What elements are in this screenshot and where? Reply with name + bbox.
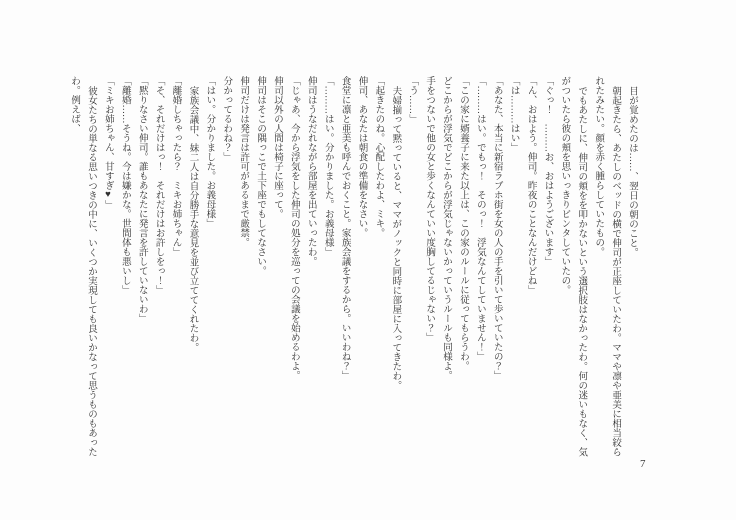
paragraph-line: でもあたしに、伸司の頬をを叩かないという選択肢はなかったわ。何の迷いもなく、気がついたら彼の頬を思いっきりビンタしていたの。 [559, 76, 587, 456]
paragraph-line: 伸司はうなだれながら部屋を出ていったわ。 [305, 76, 316, 266]
paragraph-line: 彼女たちの単なる思いつきの中に、いくつか実現しても良いかなって思うものもあったわ。例えば、 [69, 76, 96, 456]
paragraph-line: 「は………はい」 [508, 76, 519, 152]
vertical-text-block [65, 76, 640, 457]
paragraph-line: 「黙りなさい伸司。誰もあなたに発言を許していないわ」 [136, 76, 147, 323]
paragraph-line: 「起きたのね。心配したわよ、ミキ。 [373, 76, 384, 238]
paragraph-line: 伸司以外の人間は椅子に座って。 [271, 76, 282, 219]
paragraph-line: 伸司だけは発言は許可があるまで厳禁。 [238, 76, 249, 247]
paragraph-line: 分かってるわね？」 [221, 76, 232, 162]
paragraph-line: 「………はい。分かりました。お義母様」 [322, 76, 333, 257]
paragraph-line: 「あなた、本当に新宿ラブホ街を女の人の手を引いて歩いていたの？」 [491, 76, 502, 380]
paragraph-line: どこからが浮気でどこからが浮気じゃないかっていうルールも同様よ。 [441, 76, 452, 380]
paragraph-line: 目が覚めたのは……、翌日の朝のこと。 [627, 85, 637, 257]
paragraph-line: 伸司はそこの隅っこで土下座でもしてなさい。 [255, 76, 266, 276]
paragraph-line: 「………はい。でもっ！ そのっ！ 浮気なんてしていません！」 [474, 76, 485, 361]
paragraph-line: 「離婚……そうね。今は嫌かな。世間体も悪いし」 [119, 76, 130, 295]
paragraph-line: 朝起きたら、あたしのベッドの横で伸司が正座していたわ。ママや凛や亜美に相当絞られたみたい。顔を赤く腫らしていたもの。 [593, 76, 621, 456]
paragraph-line: 「じゃあ、今から浮気をした伸司の処分を巡っての会議を始めるわよ。 [288, 76, 299, 380]
paragraph-line: 「そ、それだけはっ！ それだけはお許しをっ！」 [153, 76, 164, 295]
paragraph-line: 手をつないで他の女と歩くなんていい度胸してるじゃない？」 [424, 76, 435, 342]
paragraph-line: 「ん、おはよう。伸司。昨夜のことなんだけどね」 [525, 76, 536, 295]
paragraph-line: 家族会議中、妹二人は自分勝手な意見を並び立ててくれたわ。 [187, 85, 198, 352]
page-number: 7 [640, 458, 646, 470]
paragraph-line: 「離婚しちゃったら？ ミキお姉ちゃん」 [170, 76, 181, 257]
paragraph-line: 「はい。分かりました。お義母様」 [204, 76, 215, 228]
paragraph-line: 食堂に凛と亜美も呼んでおくこと。家族会議をするから。いいわね？」 [339, 76, 350, 380]
paragraph-line: 「ミキお姉ちゃん、甘すぎ♥」 [102, 76, 113, 210]
paragraph-line: 夫婦揃って黙っていると、ママがノックと同時に部屋に入ってきたわ。 [390, 85, 401, 390]
paragraph-line: 「ぐっ！ ………お、おはようございます」 [542, 76, 553, 266]
paragraph-line: 伸司、あなたは朝食の準備をなさい。 [356, 76, 367, 238]
paragraph-line: 「この家に婿養子に来た以上は、この家のルールに従ってもらうわ。 [457, 76, 468, 371]
paragraph-line: 「う……」 [407, 76, 418, 124]
